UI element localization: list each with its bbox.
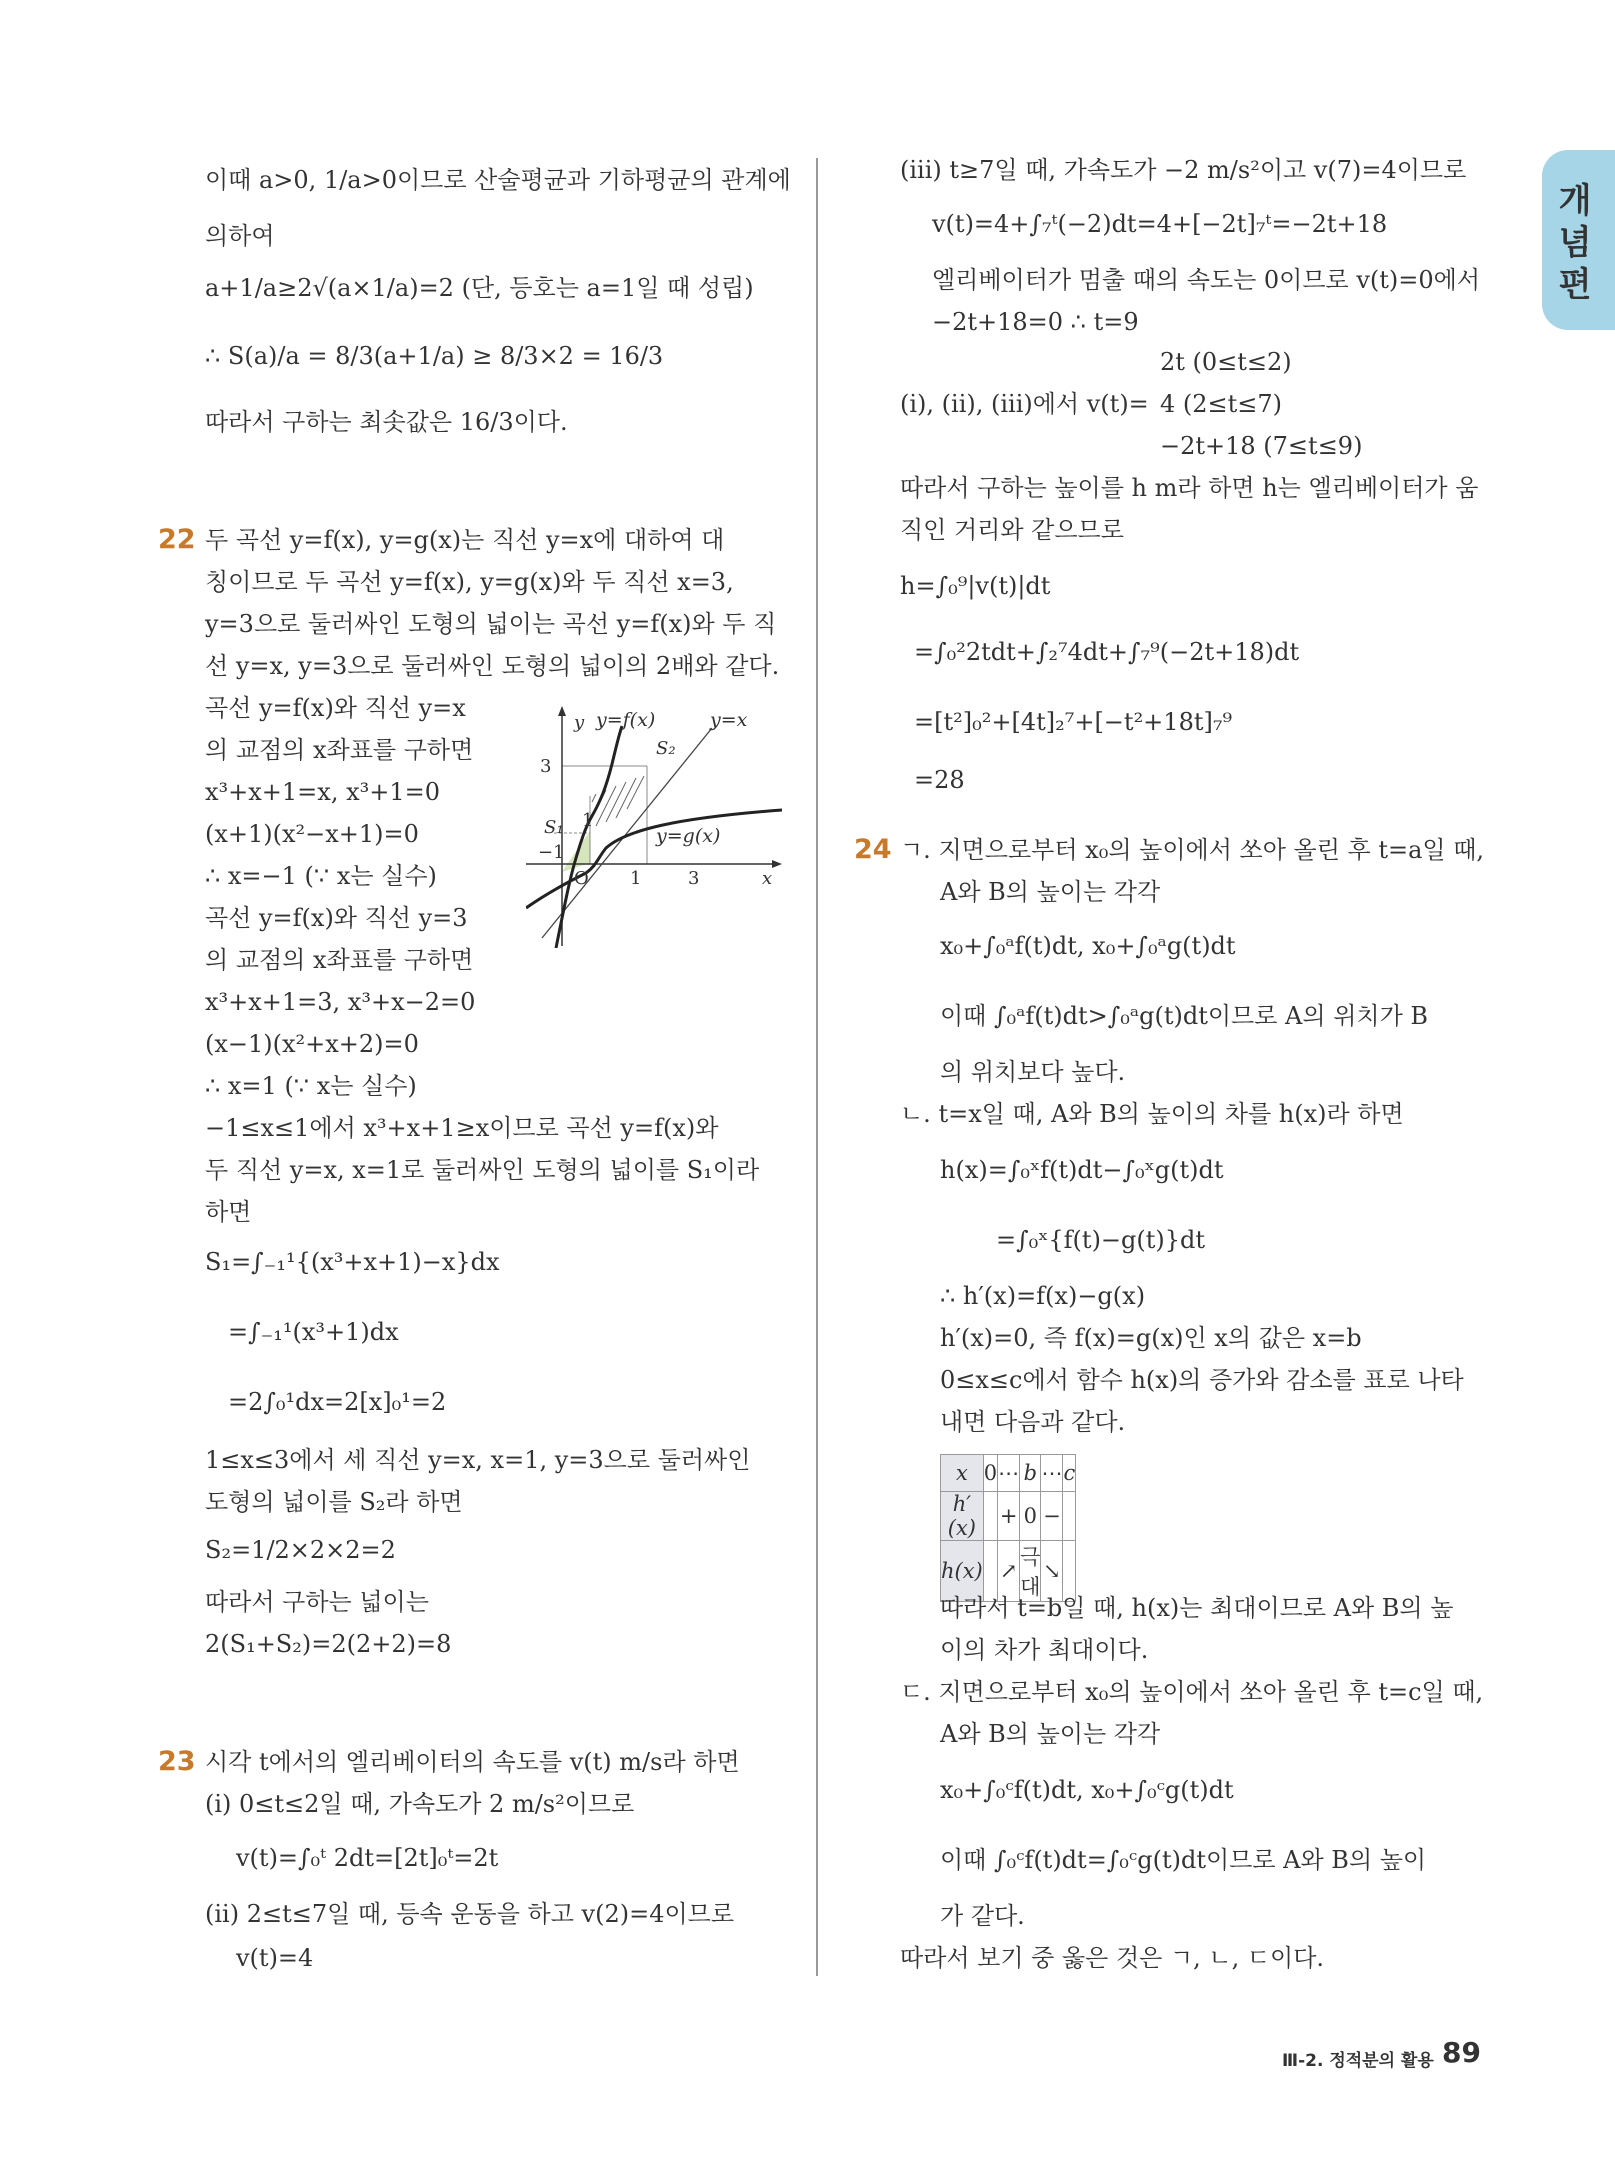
text-line: 직인 거리와 같으므로 — [900, 516, 1124, 544]
tick-x3: 3 — [688, 868, 700, 889]
text-line: (i), (ii), (iii)에서 v(t)= — [900, 390, 1149, 418]
table-cell: + — [998, 1492, 1020, 1541]
problem-number-22: 22 — [158, 524, 196, 555]
text-line: 따라서 t=b일 때, h(x)는 최대이므로 A와 B의 높 — [940, 1594, 1454, 1622]
piecewise-case-2: 4 (2≤t≤7) — [1160, 390, 1283, 418]
text-line: y=3으로 둘러싸인 도형의 넓이는 곡선 y=f(x)와 두 직 — [205, 610, 777, 638]
text-line: 의하여 — [205, 222, 275, 250]
table-cell: b — [1020, 1455, 1041, 1492]
text-line: 곡선 y=f(x)와 직선 y=3 — [205, 904, 468, 932]
text-line: 의 교점의 x좌표를 구하면 — [205, 736, 474, 764]
formula-line: x₀+∫₀ᶜf(t)dt, x₀+∫₀ᶜg(t)dt — [940, 1776, 1234, 1804]
text-line: 도형의 넓이를 S₂라 하면 — [205, 1488, 463, 1516]
formula-line: ∴ S(a)/a = 8/3(a+1/a) ≥ 8/3×2 = 16/3 — [205, 342, 664, 370]
s2-label: S₂ — [656, 738, 676, 759]
formula-line: h=∫₀⁹|v(t)|dt — [900, 572, 1051, 600]
text-line: −1≤x≤1에서 x³+x+1≥x이므로 곡선 y=f(x)와 — [205, 1114, 719, 1142]
increase-decrease-table — [940, 1454, 1076, 1602]
line-label: y=x — [710, 709, 748, 731]
formula-line: 이때 ∫₀ᶜf(t)dt=∫₀ᶜg(t)dt이므로 A와 B의 높이 — [940, 1846, 1427, 1874]
section-footer: Ⅲ-2. 정적분의 활용 — [1282, 2051, 1434, 2071]
text-line: 의 위치보다 높다. — [940, 1058, 1126, 1086]
formula-line: =[t²]₀²+[4t]₂⁷+[−t²+18t]₇⁹ — [914, 708, 1233, 736]
formula-line: −2t+18=0 ∴ t=9 — [932, 308, 1139, 336]
problem-number-23: 23 — [158, 1746, 196, 1777]
text-line: 엘리베이터가 멈출 때의 속도는 0이므로 v(t)=0에서 — [932, 266, 1481, 294]
formula-line: a+1/a≥2√(a×1/a)=2 (단, 등호는 a=1일 때 성립) — [205, 274, 754, 302]
formula-line: v(t)=4 — [236, 1944, 314, 1972]
formula-line: v(t)=∫₀ᵗ 2dt=[2t]₀ᵗ=2t — [236, 1844, 499, 1872]
x-axis-arrow — [772, 860, 782, 868]
table-header-cell: x — [941, 1455, 984, 1492]
text-line: 0≤x≤c에서 함수 h(x)의 증가와 감소를 표로 나타 — [940, 1366, 1464, 1394]
formula-line: S₂=1/2×2×2=2 — [205, 1536, 396, 1564]
text-line: 따라서 구하는 최솟값은 16/3이다. — [205, 408, 568, 436]
text-line: h′(x)=0, 즉 f(x)=g(x)인 x의 값은 x=b — [940, 1324, 1362, 1352]
text-line: 이의 차가 최대이다. — [940, 1636, 1149, 1664]
text-line: (ii) 2≤t≤7일 때, 등속 운동을 하고 v(2)=4이므로 — [205, 1900, 735, 1928]
text-line: 따라서 구하는 넓이는 — [205, 1588, 429, 1616]
table-row — [941, 1455, 1076, 1492]
y-axis-label: y — [574, 712, 585, 733]
text-line: 곡선 y=f(x)와 직선 y=x — [205, 694, 466, 722]
piecewise-case-3: −2t+18 (7≤t≤9) — [1160, 432, 1363, 460]
text-line: (i) 0≤t≤2일 때, 가속도가 2 m/s²이므로 — [205, 1790, 635, 1818]
formula-line: S₁=∫₋₁¹{(x³+x+1)−x}dx — [205, 1248, 500, 1276]
formula-line: =∫₋₁¹(x³+1)dx — [228, 1318, 399, 1346]
formula-line: x³+x+1=x, x³+1=0 — [205, 778, 440, 806]
page-number: 89 — [1442, 2036, 1481, 2069]
formula-line: =∫₀ˣ{f(t)−g(t)}dt — [996, 1226, 1206, 1254]
text-line: 선 y=x, y=3으로 둘러싸인 도형의 넓이의 2배와 같다. — [205, 652, 780, 680]
text-line: ㄷ. 지면으로부터 x₀의 높이에서 쏘아 올린 후 t=c일 때, — [900, 1678, 1484, 1706]
table-cell: ⋯ — [1041, 1455, 1063, 1492]
table-header-cell: h(x) — [941, 1541, 984, 1602]
formula-line: ∴ x=−1 (∵ x는 실수) — [205, 862, 437, 890]
side-tab-label: 개념편 — [1558, 181, 1592, 305]
table-row — [941, 1492, 1076, 1541]
text-line: A와 B의 높이는 각각 — [940, 878, 1161, 906]
text-line: 칭이므로 두 곡선 y=f(x), y=g(x)와 두 직선 x=3, — [205, 568, 734, 596]
formula-line: ∴ h′(x)=f(x)−g(x) — [940, 1282, 1146, 1310]
formula-line: =∫₀²2tdt+∫₂⁷4dt+∫₇⁹(−2t+18)dt — [914, 638, 1300, 666]
tick-y1: 1 — [582, 810, 594, 831]
table-cell: c — [1063, 1455, 1076, 1492]
text-line: A와 B의 높이는 각각 — [940, 1720, 1161, 1748]
text-line: 내면 다음과 같다. — [940, 1408, 1126, 1436]
text-line: 하면 — [205, 1198, 252, 1226]
table-cell: 0 — [983, 1455, 997, 1492]
x-axis-label: x — [762, 868, 773, 889]
tick-xm1: −1 — [538, 842, 565, 863]
text-line: 의 교점의 x좌표를 구하면 — [205, 946, 474, 974]
piecewise-case-1: 2t (0≤t≤2) — [1160, 348, 1292, 376]
formula-line: =28 — [914, 766, 965, 794]
text-line: ㄴ. t=x일 때, A와 B의 높이의 차를 h(x)라 하면 — [900, 1100, 1404, 1128]
formula-line: 2(S₁+S₂)=2(2+2)=8 — [205, 1630, 452, 1658]
text-line: 따라서 보기 중 옳은 것은 ㄱ, ㄴ, ㄷ이다. — [900, 1944, 1325, 1972]
table-cell: ↘ — [1041, 1541, 1063, 1602]
f-curve-label: y=f(x) — [596, 709, 656, 731]
y-axis-arrow — [558, 706, 566, 716]
text-line: 이때 a>0, 1/a>0이므로 산술평균과 기하평균의 관계에 — [205, 166, 791, 194]
formula-line: x³+x+1=3, x³+x−2=0 — [205, 988, 476, 1016]
formula-line: (x+1)(x²−x+1)=0 — [205, 820, 419, 848]
s1-label: S₁ — [544, 817, 564, 838]
text-line: 가 같다. — [940, 1902, 1025, 1930]
formula-line: v(t)=4+∫₇ᵗ(−2)dt=4+[−2t]₇ᵗ=−2t+18 — [932, 210, 1388, 238]
text-line: ㄱ. 지면으로부터 x₀의 높이에서 쏘아 올린 후 t=a일 때, — [900, 836, 1485, 864]
table-cell — [1063, 1492, 1076, 1541]
table-cell — [983, 1492, 997, 1541]
formula-line: (x−1)(x²+x+2)=0 — [205, 1030, 419, 1058]
text-line: 두 곡선 y=f(x), y=g(x)는 직선 y=x에 대하여 대 — [205, 526, 725, 554]
formula-line: h(x)=∫₀ˣf(t)dt−∫₀ˣg(t)dt — [940, 1156, 1224, 1184]
formula-line: 이때 ∫₀ᵃf(t)dt>∫₀ᵃg(t)dt이므로 A의 위치가 B — [940, 1002, 1429, 1030]
text-line: (iii) t≥7일 때, 가속도가 −2 m/s²이고 v(7)=4이므로 — [900, 156, 1467, 184]
text-line: 시각 t에서의 엘리베이터의 속도를 v(t) m/s라 하면 — [205, 1748, 740, 1776]
text-line: 두 직선 y=x, x=1로 둘러싸인 도형의 넓이를 S₁이라 — [205, 1156, 760, 1184]
table-cell: ⋯ — [998, 1455, 1020, 1492]
text-line: 따라서 구하는 높이를 h m라 하면 h는 엘리베이터가 움 — [900, 474, 1479, 502]
table-cell: ↗ — [998, 1541, 1020, 1602]
origin-label: O — [574, 868, 589, 889]
table-cell: 0 — [1020, 1492, 1041, 1541]
problem-number-24: 24 — [854, 834, 892, 865]
table-cell: − — [1041, 1492, 1063, 1541]
table-cell: 극대 — [1020, 1541, 1041, 1602]
tick-x1: 1 — [630, 868, 642, 889]
g-curve-label: y=g(x) — [656, 825, 721, 847]
formula-line: x₀+∫₀ᵃf(t)dt, x₀+∫₀ᵃg(t)dt — [940, 932, 1236, 960]
formula-line: =2∫₀¹dx=2[x]₀¹=2 — [228, 1388, 447, 1416]
text-line: 1≤x≤3에서 세 직선 y=x, x=1, y=3으로 둘러싸인 — [205, 1446, 751, 1474]
formula-line: ∴ x=1 (∵ x는 실수) — [205, 1072, 417, 1100]
area-graph — [526, 698, 782, 948]
column-separator — [816, 158, 818, 1976]
tick-y3: 3 — [540, 756, 552, 777]
table-header-cell: h′(x) — [941, 1492, 984, 1541]
